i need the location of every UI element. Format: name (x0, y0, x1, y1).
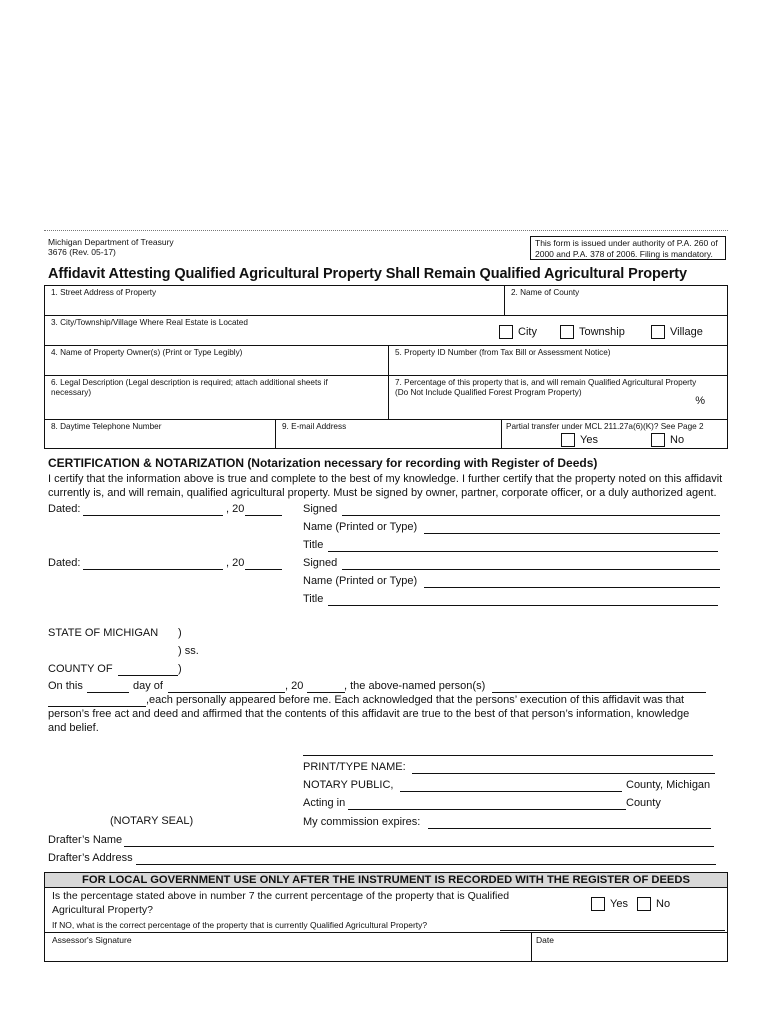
date-divider (531, 932, 532, 961)
date-field[interactable]: Date (536, 935, 554, 945)
state-paren: ) (178, 627, 182, 639)
notary-year-label: , 20 (285, 680, 304, 692)
on-this-line[interactable] (87, 692, 129, 693)
ss-label: ) ss. (178, 645, 199, 657)
county-name-field[interactable] (504, 286, 727, 315)
persons-line[interactable] (48, 706, 146, 707)
header-rule (44, 230, 728, 231)
local-yes-checkbox[interactable] (591, 897, 605, 911)
owner-name-label: 4. Name of Property Owner(s) (Print or Type Legibly) (51, 348, 243, 357)
city-checkbox[interactable] (499, 325, 513, 339)
property-id-label: 5. Property ID Number (from Tax Bill or Assessment Notice) (395, 348, 611, 357)
day-of-label: day of (133, 680, 163, 692)
local-government-box (44, 872, 728, 962)
year-line-1[interactable] (245, 515, 282, 516)
percentage-label-2: (Do Not Include Qualified Forest Program Property) (395, 388, 582, 397)
row-owner (45, 346, 727, 376)
notary-signature-line[interactable] (303, 755, 713, 756)
option-city[interactable] (499, 325, 537, 339)
row-city (45, 316, 727, 346)
on-this-label: On this (48, 680, 83, 692)
signed-line-2[interactable] (342, 569, 720, 570)
partial-no-label: No (670, 434, 685, 446)
drafter-address-label: Drafter’s Address (48, 852, 133, 864)
signature-row-divider (45, 932, 727, 933)
year-label-1: , 20 (226, 503, 245, 515)
title-label-2: Title (303, 593, 324, 605)
year-label-2: , 20 (226, 557, 245, 569)
belief-text: and belief. (48, 722, 99, 734)
street-address-label: 1. Street Address of Property (51, 288, 157, 297)
percent-sign: % (695, 395, 705, 407)
partial-transfer-field (501, 420, 727, 448)
form-title: Affidavit Attesting Qualified Agricultural Property Shall Remain Qualified Agricultural Property (48, 266, 687, 282)
title-line-1[interactable] (328, 551, 718, 552)
county-of-label: COUNTY OF (48, 663, 113, 675)
title-line-2[interactable] (328, 605, 718, 606)
certification-text-1: I certify that the information above is true and complete to the best of my knowledge. I further certify that the property noted on this affidavit (48, 473, 723, 485)
authority-line-1: This form is issued under authority of P.A. 260 of (535, 238, 718, 248)
drafter-address-line[interactable] (136, 864, 716, 865)
notary-county-line[interactable] (400, 791, 622, 792)
row-contact (45, 420, 727, 448)
village-label: Village (670, 326, 703, 338)
email-label: 9. E-mail Address (282, 422, 347, 431)
partial-yes-checkbox[interactable] (561, 433, 575, 447)
local-yes-label: Yes (610, 898, 628, 910)
assessor-signature-field[interactable]: Assessor's Signature (52, 935, 132, 945)
notary-year-line[interactable] (307, 692, 345, 693)
dated-line-1[interactable] (83, 515, 223, 516)
department-name: Michigan Department of Treasury (48, 237, 174, 247)
option-township[interactable] (560, 325, 625, 339)
county-michigan-label: County, Michigan (626, 779, 711, 791)
option-partial-yes[interactable] (561, 433, 598, 447)
day-of-line[interactable] (168, 692, 285, 693)
property-id-field[interactable] (388, 346, 727, 375)
city-township-village-label: 3. City/Township/Village Where Real Estate is Located (51, 318, 248, 327)
name-line-2[interactable] (424, 587, 720, 588)
notary-public-label: NOTARY PUBLIC, (303, 779, 394, 791)
authority-box (530, 236, 726, 260)
drafter-name-line[interactable] (124, 846, 714, 847)
appeared-text: ,each personally appeared before me. Each acknowledged that the persons’ execution of this affidavit was that (146, 694, 685, 706)
option-local-no[interactable] (637, 897, 670, 911)
local-question-2: Agricultural Property? (52, 904, 153, 916)
village-checkbox[interactable] (651, 325, 665, 339)
print-name-line[interactable] (412, 773, 715, 774)
certification-heading: CERTIFICATION & NOTARIZATION (Notarization necessary for recording with Register of Deeds) (48, 456, 598, 470)
above-named-line[interactable] (492, 692, 706, 693)
owner-name-field[interactable] (45, 346, 388, 375)
acting-in-line[interactable] (348, 809, 626, 810)
name-label-1: Name (Printed or Type) (303, 521, 418, 533)
title-label-1: Title (303, 539, 324, 551)
department-block (48, 237, 174, 257)
phone-field[interactable] (45, 420, 275, 448)
partial-no-checkbox[interactable] (651, 433, 665, 447)
dated-label-1: Dated: (48, 503, 81, 515)
signed-line-1[interactable] (342, 515, 720, 516)
row-legal (45, 376, 727, 420)
local-no-checkbox[interactable] (637, 897, 651, 911)
partial-yes-label: Yes (580, 434, 598, 446)
county-name-label: 2. Name of County (511, 288, 580, 297)
legal-description-label-2: necessary) (51, 388, 92, 397)
option-village[interactable] (651, 325, 703, 339)
notary-seal-label: (NOTARY SEAL) (110, 815, 194, 827)
county-paren: ) (178, 663, 182, 675)
form-number: 3676 (Rev. 05-17) (48, 247, 116, 257)
percentage-label-1: 7. Percentage of this property that is, and will remain Qualified Agricultural Property (395, 378, 697, 387)
local-no-label: No (656, 898, 671, 910)
signed-label-1: Signed (303, 503, 338, 515)
phone-label: 8. Daytime Telephone Number (51, 422, 162, 431)
city-label: City (518, 326, 537, 338)
state-label: STATE OF MICHIGAN (48, 627, 159, 639)
if-no-label: If NO, what is the correct percentage of the property that is currently Qualified Agricultural Property? (52, 920, 428, 930)
row-address (45, 286, 727, 316)
authority-line-2: 2000 and P.A. 378 of 2006. Filing is mandatory. (535, 249, 713, 259)
local-question-1: Is the percentage stated above in number 7 the current percentage of the property that is Qualified (52, 890, 510, 902)
dated-line-2[interactable] (83, 569, 223, 570)
name-label-2: Name (Printed or Type) (303, 575, 418, 587)
print-name-label: PRINT/TYPE NAME: (303, 761, 406, 773)
drafter-name-label: Drafter’s Name (48, 834, 123, 846)
property-info-grid (44, 285, 728, 449)
commission-line[interactable] (428, 828, 711, 829)
street-address-field[interactable] (45, 286, 504, 315)
commission-label: My commission expires: (303, 816, 421, 828)
acting-in-label: Acting in (303, 797, 346, 809)
legal-description-field[interactable] (45, 376, 388, 419)
email-field[interactable] (275, 420, 501, 448)
township-label: Township (579, 326, 625, 338)
correct-percentage-line[interactable] (500, 930, 725, 931)
name-line-1[interactable] (424, 533, 720, 534)
percentage-field[interactable] (388, 376, 727, 419)
partial-transfer-label: Partial transfer under MCL 211.27a(6)(K)? See Page 2 (506, 422, 704, 431)
option-local-yes[interactable] (591, 897, 628, 911)
signed-label-2: Signed (303, 557, 338, 569)
free-act-text: person’s free act and deed and affirmed that the contents of this affidavit are true to the best of that person’s information, knowledge (48, 708, 690, 720)
county-of-line[interactable] (118, 675, 178, 676)
acting-county-label: County (626, 797, 661, 809)
year-line-2[interactable] (245, 569, 282, 570)
township-checkbox[interactable] (560, 325, 574, 339)
above-named-label: , the above-named person(s) (344, 680, 486, 692)
legal-description-label-1: 6. Legal Description (Legal description is required; attach additional sheets if (51, 378, 328, 387)
dated-label-2: Dated: (48, 557, 81, 569)
local-government-heading: FOR LOCAL GOVERNMENT USE ONLY AFTER THE INSTRUMENT IS RECORDED WITH THE REGISTER OF DEEDS (45, 873, 727, 888)
certification-text-2: currently is, and will remain, qualified agricultural property. Must be signed by owner, partner, corporate officer, or a duly authorized agent. (48, 487, 717, 499)
option-partial-no[interactable] (651, 433, 684, 447)
